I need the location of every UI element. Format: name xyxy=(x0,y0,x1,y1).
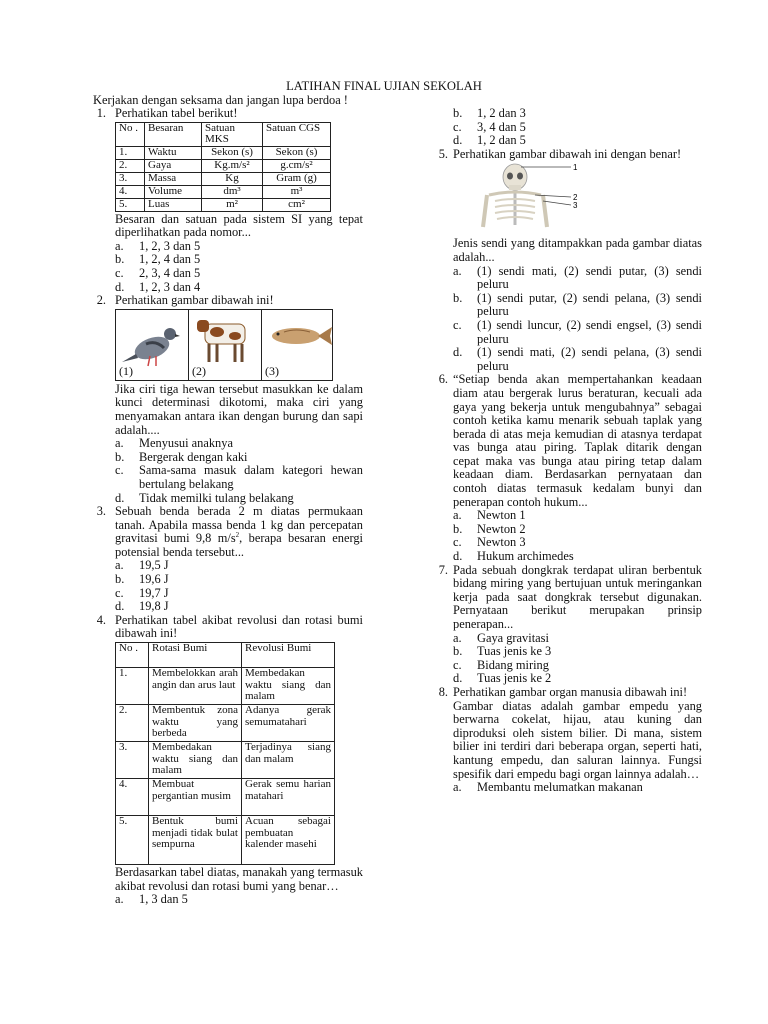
option-d[interactable]: d. 19,8 J xyxy=(115,599,169,614)
question-3 xyxy=(69,505,363,614)
question-stem: Besaran dan satuan pada sistem SI yang tepat diperlihatkan pada nomor... xyxy=(115,211,363,240)
question-7 xyxy=(430,564,702,686)
table-cell: Membuat pergantian musim xyxy=(149,779,242,816)
skeleton-label: 2 xyxy=(573,193,578,203)
question-number: 7. xyxy=(438,562,448,577)
option-c[interactable]: c. 2, 3, 4 dan 5 xyxy=(115,265,201,280)
rotation-revolution-table xyxy=(115,642,335,865)
table-row xyxy=(116,816,335,865)
table-cell: Bentuk bumi menjadi tidak bulat sempurna xyxy=(149,816,242,865)
option-b[interactable]: b. Bergerak dengan kaki xyxy=(115,449,248,464)
table-cell: Membedakan waktu siang dan malam xyxy=(149,742,242,779)
table-row xyxy=(116,159,331,172)
pigeon-image xyxy=(116,310,189,380)
question-stem: Sebuah benda berada 2 m diatas permukaan tanah. Apabila massa benda 1 kg dan percepatan gravitasi bumi 9,8 $m/s^2$, berapa besaran energi potensial benda tersebut... xyxy=(115,504,363,559)
cow-image xyxy=(189,310,262,380)
option-a[interactable]: a. 1, 2, 3 dan 5 xyxy=(115,238,201,253)
table-header-cell: Revolusi Bumi xyxy=(242,643,335,668)
table-row xyxy=(116,172,331,185)
question-stem: Berdasarkan tabel diatas, manakah yang termasuk akibat revolusi dan rotasi bumi yang benar… xyxy=(115,865,363,893)
skeleton-label: 1 xyxy=(573,163,578,173)
question-text: Perhatikan gambar dibawah ini dengan benar! xyxy=(453,146,682,161)
option-c[interactable]: c. 19,7 J xyxy=(115,585,169,600)
question-text: Perhatikan tabel akibat revolusi dan rotasi bumi dibawah ini! xyxy=(115,612,363,641)
table-header-cell: No . xyxy=(116,122,145,146)
page-title: LATIHAN FINAL UJIAN SEKOLAH xyxy=(286,79,482,93)
question-1 xyxy=(69,107,363,294)
table-cell: 3. xyxy=(116,172,145,185)
option-c[interactable]: c. Newton 3 xyxy=(453,535,526,550)
table-cell: 4. xyxy=(116,779,149,816)
option-b[interactable]: b. Tuas jenis ke 3 xyxy=(453,644,552,659)
option-c[interactable]: c. Bidang miring xyxy=(453,657,549,672)
table-row xyxy=(116,198,331,211)
table-cell: 1. xyxy=(116,668,149,705)
skeleton-label: 3 xyxy=(573,201,578,211)
option-c[interactable]: c. (1) sendi luncur, (2) sendi engsel, (3) sendi peluru xyxy=(453,317,702,346)
option-b[interactable]: b. 1, 2 dan 3 xyxy=(453,106,526,120)
table-row xyxy=(116,705,335,742)
table-header-row xyxy=(116,122,331,146)
question-text: Perhatikan gambar organ manusia dibawah ini! xyxy=(453,684,688,699)
table-cell: 5. xyxy=(116,816,149,865)
table-header-cell: No . xyxy=(116,643,149,668)
question-stem: Gambar diatas adalah gambar empedu yang berwarna cokelat, hijau, atau kuning dan diproduksi oleh sistem bilier. Di mana, sistem bilier ini terdiri dari beberapa organ, seperti hati, kantung empedu, dan saluran lainnya. Fungsi spesifik dari empedu bagi organ lainnya adalah… xyxy=(453,698,702,781)
option-b[interactable]: b. 19,6 J xyxy=(115,572,169,587)
option-d[interactable]: d. (1) sendi mati, (2) sendi pelana, (3) sendi peluru xyxy=(453,345,702,373)
option-a[interactable]: a. Menyusui anaknya xyxy=(115,436,233,451)
question-stem: Pada sebuah dongkrak terdapat uliran berbentuk bidang miring yang bertujuan untuk meringankan kerja pada saat dongkrak tersebut digunakan. Pernyataan berikut merupakan prinsip penerapan... xyxy=(453,562,702,631)
question-stem: “Setiap benda akan mempertahankan keadaan diam atau bergerak lurus beraturan, kecuali ada gaya yang bekerja untuk mengubahnya” sebagai contoh ketika kamu menarik sebuah taplak yang berada di atas meja kemudian di atasnya terdapat vas bunga atau piring. Taplak ditarik dengan cepat maka vas bunga atau piring tetap dalam keadaan diam. Berdasarkan pernyataan dan contoh diatas termasuk kedalam bunyi dan penerapan contoh hukum... xyxy=(453,372,702,509)
table-cell: Adanya gerak semumatahari xyxy=(242,705,335,742)
table-row xyxy=(116,779,335,816)
option-d[interactable]: d. Tuas jenis ke 2 xyxy=(453,671,552,686)
units-table xyxy=(115,122,331,212)
table-cell: 2. xyxy=(116,159,145,172)
option-c[interactable]: c. Sama-sama masuk dalam kategori hewan bertulang belakang xyxy=(115,463,363,491)
question-number: 5. xyxy=(438,146,448,161)
table-cell: Gram (g) xyxy=(263,172,331,185)
table-cell: 2. xyxy=(116,705,149,742)
instruction: Kerjakan dengan seksama dan jangan lupa berdoa ! xyxy=(93,93,348,107)
table-header-cell: Satuan CGS xyxy=(263,122,331,146)
table-cell: 4. xyxy=(116,185,145,198)
table-cell: 5. xyxy=(116,198,145,211)
question-number: 4. xyxy=(96,612,106,627)
table-header-cell: Satuan MKS xyxy=(202,122,263,146)
option-c[interactable]: c. 3, 4 dan 5 xyxy=(453,119,526,134)
table-header-cell: Rotasi Bumi xyxy=(149,643,242,668)
right-column xyxy=(430,107,702,795)
option-a[interactable]: a. (1) sendi mati, (2) sendi putar, (3) sendi peluru xyxy=(453,263,702,292)
option-d[interactable]: d. 1, 2 dan 5 xyxy=(453,133,526,148)
question-4 xyxy=(69,614,363,907)
option-b[interactable]: b. 1, 2, 4 dan 5 xyxy=(115,252,201,267)
question-text: Perhatikan gambar dibawah ini! xyxy=(115,293,274,308)
table-row xyxy=(116,146,331,159)
question-8 xyxy=(430,686,702,795)
option-d[interactable]: d. Hukum archimedes xyxy=(453,549,574,564)
option-a[interactable]: a. Membantu melumatkan makanan xyxy=(453,780,643,795)
question-number: 8. xyxy=(438,684,448,699)
table-cell: m² xyxy=(202,198,263,211)
option-a[interactable]: a. Newton 1 xyxy=(453,508,526,523)
table-cell: cm² xyxy=(263,198,331,211)
question-number: 1. xyxy=(96,106,106,120)
option-b[interactable]: b. Newton 2 xyxy=(453,521,526,536)
question-2 xyxy=(69,294,363,505)
question-number: 3. xyxy=(96,504,106,519)
table-cell: dm³ xyxy=(202,185,263,198)
table-header-cell: Besaran xyxy=(145,122,202,146)
option-a[interactable]: a. 19,5 J xyxy=(115,558,169,573)
option-d[interactable]: d. Tidak memilki tulang belakang xyxy=(115,490,294,505)
question-stem: Jika ciri tiga hewan tersebut masukkan ke dalam kunci determinasi dikotomi, maka ciri yang menyamakan antara ikan dengan burung dan sapi adalah.... xyxy=(115,381,363,437)
table-cell: Kg.m/s² xyxy=(202,159,263,172)
image-label: (2) xyxy=(192,364,206,379)
option-a[interactable]: a. 1, 3 dan 5 xyxy=(115,892,188,907)
image-label: (1) xyxy=(119,364,133,379)
question-text: Perhatikan tabel berikut! xyxy=(115,106,238,120)
table-row xyxy=(116,742,335,779)
option-d[interactable]: d. 1, 2, 3 dan 4 xyxy=(115,279,201,294)
table-cell: 1. xyxy=(116,146,145,159)
question-stem: Jenis sendi yang ditampakkan pada gambar diatas adalah... xyxy=(453,236,702,264)
image-label: (3) xyxy=(265,364,279,379)
question-4-continued xyxy=(430,107,702,148)
table-cell: Membentuk zona waktu yang berbeda xyxy=(149,705,242,742)
table-row xyxy=(116,668,335,705)
table-cell: Terjadinya siang dan malam xyxy=(242,742,335,779)
table-cell: Kg xyxy=(202,172,263,185)
table-cell: Gerak semu harian matahari xyxy=(242,779,335,816)
table-cell: Waktu xyxy=(145,146,202,159)
skeleton-image xyxy=(475,163,585,223)
animals-image-strip xyxy=(115,309,333,381)
table-cell: Gaya xyxy=(145,159,202,172)
question-5 xyxy=(430,148,702,374)
table-cell: Volume xyxy=(145,185,202,198)
left-column xyxy=(93,107,363,907)
option-a[interactable]: a. Gaya gravitasi xyxy=(453,630,549,645)
table-cell: 3. xyxy=(116,742,149,779)
table-cell: Membelokkan arah angin dan arus laut xyxy=(149,668,242,705)
fish-image xyxy=(262,310,334,380)
table-cell: Luas xyxy=(145,198,202,211)
question-number: 6. xyxy=(438,372,448,387)
table-cell: g.cm/s² xyxy=(263,159,331,172)
table-cell: Sekon (s) xyxy=(202,146,263,159)
table-cell: Acuan sebagai pembuatan kalender masehi xyxy=(242,816,335,865)
table-header-row xyxy=(116,643,335,668)
table-cell: Sekon (s) xyxy=(263,146,331,159)
table-row xyxy=(116,185,331,198)
table-cell: Membedakan waktu siang dan malam xyxy=(242,668,335,705)
option-b[interactable]: b. (1) sendi putar, (2) sendi pelana, (3) sendi peluru xyxy=(453,290,702,319)
table-cell: Massa xyxy=(145,172,202,185)
question-6 xyxy=(430,373,702,563)
question-number: 2. xyxy=(96,293,106,308)
table-cell: m³ xyxy=(263,185,331,198)
